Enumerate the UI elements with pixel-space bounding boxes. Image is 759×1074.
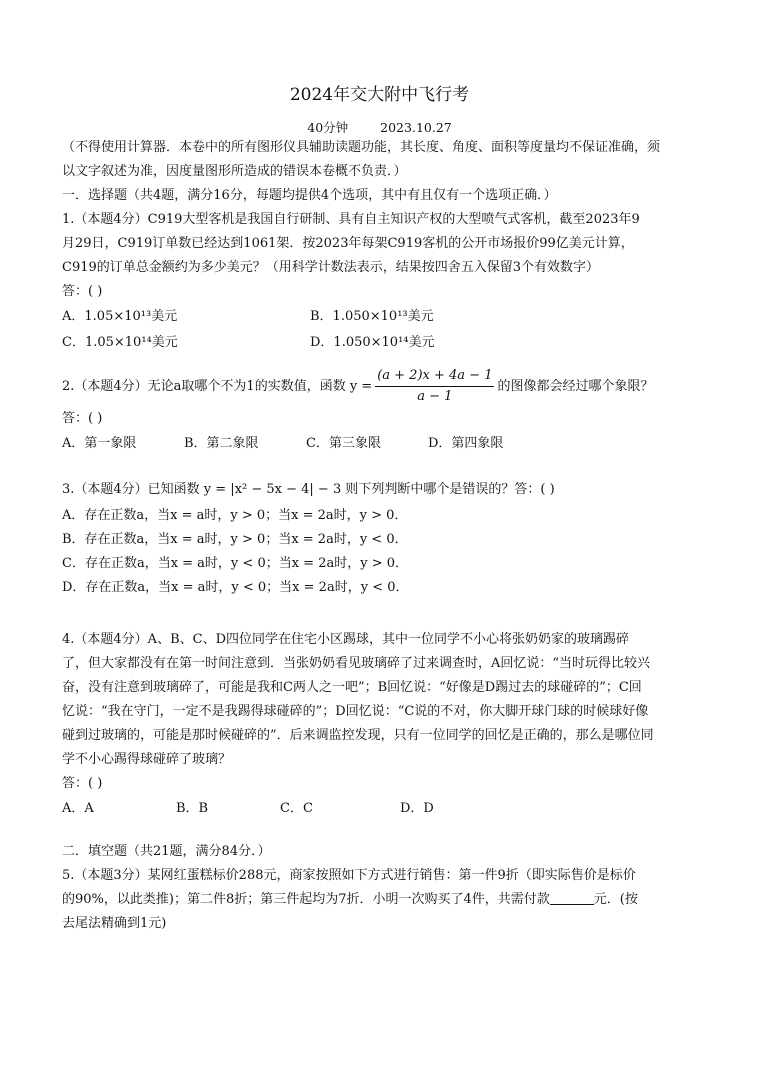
q2-stem-pre: 2.（本题4分）无论a取哪个不为1的实数值，函数 y =	[62, 379, 373, 394]
question-3	[62, 478, 702, 600]
q1-line-1: 1.（本题4分）C919大型客机是我国自行研制、具有自主知识产权的大型喷气式客机，截至2023年9	[62, 212, 640, 227]
q5-line-2	[62, 888, 702, 912]
q4-line-2: 了，但大家都没有在第一时间注意到．当张奶奶看见玻璃碎了过来调查时，A回忆说：“当时玩得比较兴	[62, 656, 651, 671]
q5-line-1: 5.（本题3分）某网红蛋糕标价288元，商家按照如下方式进行销售：第一件9折（即实际售价是标价	[62, 868, 636, 883]
q3-option-d[interactable]: D．存在正数a，当x = a时，y < 0；当x = 2a时，y < 0．	[62, 580, 409, 595]
q2-option-c[interactable]: C．第三象限	[306, 436, 381, 451]
q2-numerator: (a + 2)x + 4a − 1	[375, 366, 494, 387]
section-2-heading: 二．填空题（共21题，满分84分．）	[62, 844, 271, 859]
q2-stem-post: 的图像都会经过哪个象限？	[497, 379, 654, 394]
q4-line-6: 学不小心踢得球碰碎了玻璃？	[62, 752, 232, 767]
q3-option-a[interactable]: A．存在正数a，当x = a时，y > 0；当x = 2a时，y > 0．	[62, 508, 408, 523]
question-2	[62, 366, 702, 457]
q1-option-d[interactable]: D．1.050×10¹⁴美元	[310, 335, 435, 350]
question-4	[62, 628, 702, 822]
q5-line-2-post: 元．(按	[593, 892, 638, 907]
question-5	[62, 864, 702, 936]
q4-line-3: 奋，没有注意到玻璃碎了，可能是我和C两人之一吧”；B回忆说：“好像是D踢过去的球碰碎的”；C回	[62, 680, 642, 695]
exam-date: 2023.10.27	[380, 120, 452, 135]
q2-answer: 答：( )	[62, 411, 103, 426]
q4-option-d[interactable]: D．D	[400, 801, 434, 816]
note-line-2: 以文字叙述为准，因度量图形所造成的错误本卷概不负责．）	[62, 164, 407, 179]
q5-line-3: 去尾法精确到1元)	[62, 916, 167, 931]
q1-options-row-1	[62, 304, 702, 330]
q2-option-b[interactable]: B．第二象限	[184, 436, 259, 451]
q2-option-a[interactable]: A．第一象限	[62, 436, 137, 451]
note-line-1: （不得使用计算器．本卷中的所有图形仪具辅助读题功能，其长度、角度、面积等度量均不保证准确，须	[62, 140, 661, 155]
q1-line-3: C919的订单总金额约为多少美元？（用科学计数法表示，结果按四舍五入保留3个有效数字）	[62, 260, 600, 275]
q4-line-5: 碰到过玻璃的，可能是那时候碰碎的”．后来调监控发现，只有一位同学的回忆是正确的，那么是哪位同	[62, 728, 654, 743]
q2-options	[62, 431, 702, 457]
q5-line-2-pre: 的90%，以此类推)；第二件8折；第三件起均为7折．小明一次购买了4件，共需付款	[62, 892, 550, 907]
q1-option-b[interactable]: B．1.050×10¹³美元	[310, 309, 434, 324]
q4-answer: 答：( )	[62, 776, 103, 791]
q4-option-c[interactable]: C．C	[280, 801, 313, 816]
q1-option-c[interactable]: C．1.05×10¹⁴美元	[62, 335, 178, 350]
q2-denominator: a − 1	[417, 389, 453, 404]
q1-options-row-2	[62, 330, 702, 356]
q2-stem	[62, 366, 702, 407]
exam-note	[62, 136, 702, 184]
q4-option-a[interactable]: A．A	[62, 801, 94, 816]
q4-option-b[interactable]: B．B	[176, 801, 209, 816]
q4-line-4: 忆说：“我在守门，一定不是我踢得球碰碎的”；D回忆说：“C说的不对，你大脚开球门球的时候球好像	[62, 704, 649, 719]
q3-option-c[interactable]: C．存在正数a，当x = a时，y < 0；当x = 2a时，y > 0．	[62, 556, 408, 571]
q3-stem: 3.（本题4分）已知函数 y = |x² − 5x − 4| − 3 则下列判断中哪个是错误的？答：( )	[62, 482, 555, 497]
q1-answer: 答：( )	[62, 284, 103, 299]
q5-answer-blank[interactable]	[550, 890, 594, 905]
section-1-heading: 一．选择题（共4题，满分16分，每题均提供4个选项，其中有且仅有一个选项正确．）	[62, 188, 557, 203]
q2-fraction	[375, 366, 494, 407]
question-1	[62, 208, 702, 356]
q3-option-b[interactable]: B．存在正数a，当x = a时，y > 0；当x = 2a时，y < 0．	[62, 532, 408, 547]
q4-line-1: 4.（本题4分）A、B、C、D四位同学在住宅小区踢球，其中一位同学不小心将张奶奶家的玻璃踢碎	[62, 632, 629, 647]
q1-line-2: 月29日，C919订单数已经达到1061架．按2023年每架C919客机的公开市场报价99亿美元计算，	[62, 236, 634, 251]
q1-option-a[interactable]: A．1.05×10¹³美元	[62, 309, 178, 324]
q4-options	[62, 796, 702, 822]
q2-option-d[interactable]: D．第四象限	[428, 436, 504, 451]
page-title: 2024年交大附中飞行考	[289, 85, 470, 105]
exam-meta	[0, 118, 759, 136]
exam-duration: 40分钟	[307, 120, 349, 135]
